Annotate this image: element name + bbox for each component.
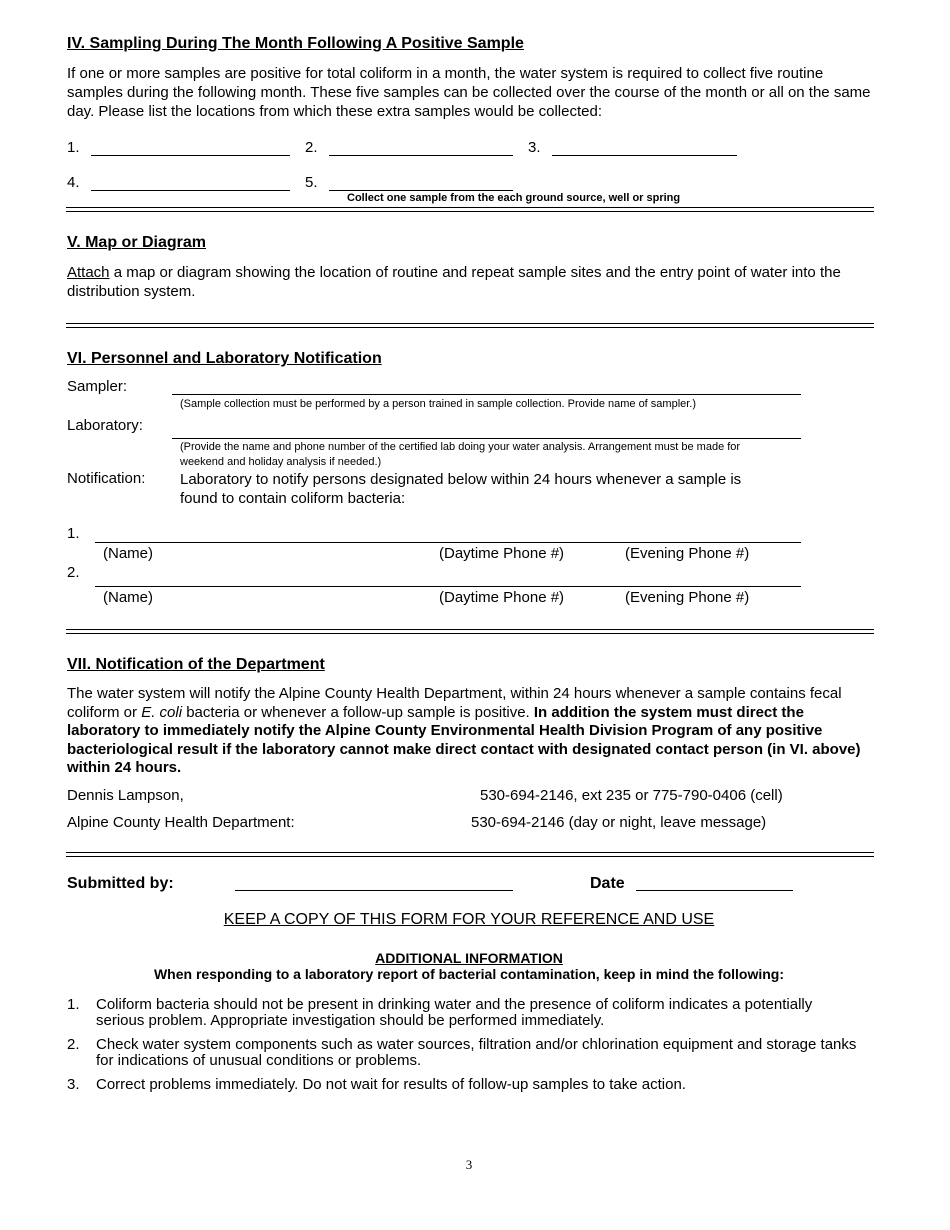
laboratory-field[interactable] xyxy=(172,438,801,439)
additional-info-title: ADDITIONAL INFORMATION xyxy=(375,950,563,966)
sampler-field[interactable] xyxy=(172,394,801,395)
location-number-4: 4. xyxy=(67,174,80,191)
list-item-text: Coliform bacteria should not be present in drinking water and the presence of coliform indicates a potentially serious problem. Appropriate investigation should be performed immediately. xyxy=(96,996,813,1029)
location-number-3: 3. xyxy=(528,139,541,156)
list-item-text: Check water system components such as water sources, filtration and/or chlorination equipment and storage tanks for indications of unusual conditions or problems. xyxy=(96,1036,857,1069)
contact-number-2: 2. xyxy=(67,564,80,581)
notification-text: Laboratory to notify persons designated below within 24 hours whenever a sample is found to contain coliform bacteria: xyxy=(180,471,742,507)
date-field[interactable] xyxy=(636,890,793,891)
section-divider xyxy=(66,323,874,328)
list-item xyxy=(67,1077,857,1093)
contact-evening-phone-caption: (Evening Phone #) xyxy=(625,589,750,606)
section-divider xyxy=(66,207,874,212)
location-field-2[interactable] xyxy=(329,155,513,156)
list-item-number: 1. xyxy=(67,996,80,1013)
section-v-text: a map or diagram showing the location of routine and repeat sample sites and the entry point of water into the distribution system. xyxy=(67,264,841,300)
section-vii-heading: VII. Notification of the Department xyxy=(67,656,325,673)
contact-field-1[interactable] xyxy=(95,542,801,543)
date-label: Date xyxy=(590,875,625,892)
laboratory-label: Laboratory: xyxy=(67,417,143,434)
list-item-number: 2. xyxy=(67,1036,80,1053)
location-number-5: 5. xyxy=(305,174,318,191)
location-number-1: 1. xyxy=(67,139,80,156)
list-item-number: 3. xyxy=(67,1076,80,1093)
sampler-note: (Sample collection must be performed by a person trained in sample collection. Provide name of sampler.) xyxy=(180,398,697,410)
laboratory-note: (Provide the name and phone number of the certified lab doing your water analysis. Arrangement must be made for weekend and holiday analysis if needed.) xyxy=(180,441,741,468)
contact-daytime-phone-caption: (Daytime Phone #) xyxy=(439,589,565,606)
section-iv-paragraph: If one or more samples are positive for total coliform in a month, the water system is required to collect five routine samples during the following month. These five samples can be collected over the course of the month or all on the same day. Please list the locations from which these extra samples would be collected: xyxy=(67,65,871,120)
attach-word: Attach xyxy=(67,264,110,281)
contact-daytime-phone-caption: (Daytime Phone #) xyxy=(439,545,565,562)
contact-name-caption: (Name) xyxy=(103,545,154,562)
location-number-2: 2. xyxy=(305,139,318,156)
section-divider xyxy=(66,629,874,634)
ecoli-term: E. coli xyxy=(141,703,183,721)
location-field-3[interactable] xyxy=(552,155,737,156)
section-vii-text-2: bacteria or whenever a follow-up sample is positive. xyxy=(182,703,534,721)
contact-evening-phone-caption: (Evening Phone #) xyxy=(625,545,750,562)
list-item xyxy=(67,1037,857,1069)
contact-1-name: Dennis Lampson, xyxy=(67,787,184,804)
page-number: 3 xyxy=(465,1157,473,1172)
sampler-label: Sampler: xyxy=(67,378,128,395)
section-v-paragraph xyxy=(67,263,877,301)
list-item xyxy=(67,997,857,1029)
submitted-by-label: Submitted by: xyxy=(67,875,174,892)
contact-2-phone: 530-694-2146 (day or night, leave message) xyxy=(471,814,767,831)
contact-name-caption: (Name) xyxy=(103,589,154,606)
section-v-heading: V. Map or Diagram xyxy=(67,234,207,251)
section-vii-paragraph xyxy=(67,685,879,778)
keep-copy-notice: KEEP A COPY OF THIS FORM FOR YOUR REFERENCE AND USE xyxy=(223,911,715,928)
contact-1-phone: 530-694-2146, ext 235 or 775-790-0406 (cell) xyxy=(480,787,783,804)
location-field-5[interactable] xyxy=(329,190,513,191)
section-vi-heading: VI. Personnel and Laboratory Notification xyxy=(67,350,382,367)
contact-field-2[interactable] xyxy=(95,586,801,587)
location-field-4[interactable] xyxy=(91,190,290,191)
section-iv-heading: IV. Sampling During The Month Following A Positive Sample xyxy=(67,35,524,52)
additional-info-list xyxy=(67,997,857,1101)
location-note: Collect one sample from the each ground source, well or spring xyxy=(347,192,681,204)
section-divider xyxy=(66,852,874,857)
contact-number-1: 1. xyxy=(67,525,80,542)
contact-2-name: Alpine County Health Department: xyxy=(67,814,295,831)
location-field-1[interactable] xyxy=(91,155,290,156)
additional-info-subtitle: When responding to a laboratory report of bacterial contamination, keep in mind the following: xyxy=(153,966,785,982)
submitted-by-field[interactable] xyxy=(235,890,513,891)
section-vii-bold-text: In addition the system must direct the laboratory to immediately notify the Alpine County Environmental Health Division Program of any positive bacteriological result if the laboratory cannot make direct contact with designated contact person (in VI. above) within 24 hours. xyxy=(67,703,861,776)
list-item-text: Correct problems immediately. Do not wait for results of follow-up samples to take action. xyxy=(96,1076,686,1093)
notification-label: Notification: xyxy=(67,470,146,487)
section-vii-text-1: The water system will notify the Alpine County Health Department, within 24 hours whenever a sample contains fecal coliform or xyxy=(67,685,842,721)
